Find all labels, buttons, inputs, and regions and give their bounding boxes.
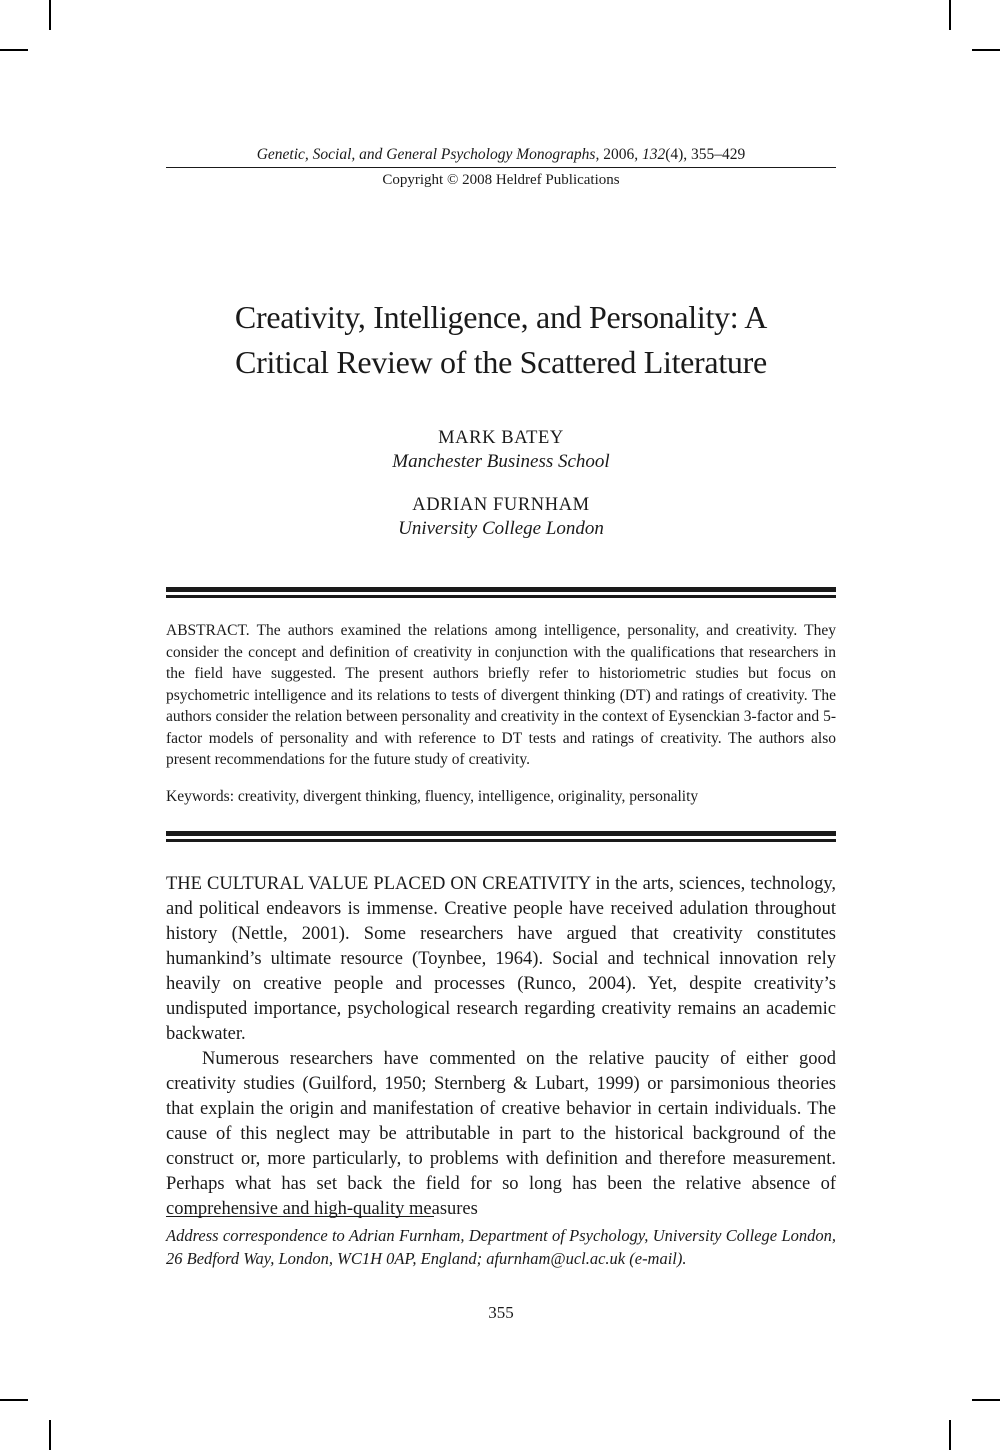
abstract-label: ABSTRACT.	[166, 622, 250, 639]
author-1-affiliation: Manchester Business School	[392, 451, 610, 472]
crop-mark-bottom-right-horizontal	[972, 1399, 1000, 1401]
author-2	[166, 494, 836, 540]
body-paragraph-2: Numerous researchers have commented on the relative paucity of either good creativity studies (Guilford, 1950; Sternberg & Lubart, 1999) or parsimonious theories that explain the origin and manifestation of creative behavior in certain individuals. The cause of this neglect may be attributable in part to the historical background of the construct or, more particularly, to problems with definition and therefore measurement. Perhaps what has set back the field for so long has been the relative absence of comprehensive and high-quality measures	[166, 1048, 836, 1219]
copyright-line: Copyright © 2008 Heldref Publications	[382, 172, 620, 188]
footnote-text: Address correspondence to Adrian Furnham, Department of Psychology, University College London, 26 Bedford Way, London, WC1H 0AP, England; afurnham@ucl.ac.uk (e-mail).	[166, 1226, 836, 1268]
journal-issue-pages: (4), 355–429	[665, 146, 746, 163]
author-2-name: ADRIAN FURNHAM	[412, 495, 590, 515]
footnote-rule	[166, 1216, 434, 1217]
keywords-line: Keywords: creativity, divergent thinking, fluency, intelligence, originality, personality	[166, 787, 699, 805]
crop-mark-bottom-left-vertical	[49, 1420, 51, 1450]
article-title-line-1: Creativity, Intelligence, and Personality: A	[234, 299, 768, 335]
author-2-affiliation: University College London	[398, 518, 604, 539]
body-paragraph-1: THE CULTURAL VALUE PLACED ON CREATIVITY in the arts, sciences, technology, and political endeavors is immense. Creative people have received adulation throughout history (Nettle, 2001). Some researchers have argued that creativity constitutes humankind’s ultimate resource (Toynbee, 1964). Social and technical innovation rely heavily on creative people and processes (Runco, 2004). Yet, despite creativity’s undisputed importance, psychological research regarding creativity remains an academic backwater.	[166, 873, 836, 1044]
crop-mark-bottom-right-vertical	[949, 1420, 951, 1450]
page-number: 355	[488, 1303, 514, 1322]
header-divider-rule	[166, 167, 836, 168]
journal-title: Genetic, Social, and General Psychology Monographs,	[256, 146, 600, 163]
journal-year: 2006,	[599, 146, 642, 163]
journal-header	[166, 0, 836, 189]
journal-citation	[166, 145, 836, 164]
crop-mark-top-left-horizontal	[0, 49, 28, 51]
abstract-bottom-rule	[166, 831, 836, 842]
authors-block	[166, 427, 836, 540]
correspondence-footnote	[166, 1216, 836, 1270]
abstract-section	[166, 620, 836, 771]
article-title	[166, 295, 836, 385]
article-body	[166, 872, 836, 1222]
abstract-text: The authors examined the relations among intelligence, personality, and creativity. They consider the concept and definition of creativity in conjunction with the qualifications that researchers in the field have suggested. The present authors briefly refer to historiometric studies but focus on psychometric intelligence and its relations to tests of divergent thinking (DT) and ratings of creativity. The authors consider the relation between personality and creativity in the context of Eysenckian 3-factor and 5-factor models of personality and with reference to DT tests and ratings of creativity. The authors also present recommendations for the future study of creativity.	[166, 622, 836, 768]
crop-mark-bottom-left-horizontal	[0, 1399, 28, 1401]
journal-volume: 132	[641, 146, 666, 163]
author-1-name: MARK BATEY	[438, 428, 564, 448]
abstract-paragraph	[166, 620, 836, 771]
article-title-line-2: Critical Review of the Scattered Literature	[235, 344, 767, 380]
crop-mark-top-right-horizontal	[972, 49, 1000, 51]
abstract-top-rule	[166, 587, 836, 598]
author-1	[166, 427, 836, 473]
crop-mark-top-left-vertical	[49, 0, 51, 30]
crop-mark-top-right-vertical	[949, 0, 951, 30]
